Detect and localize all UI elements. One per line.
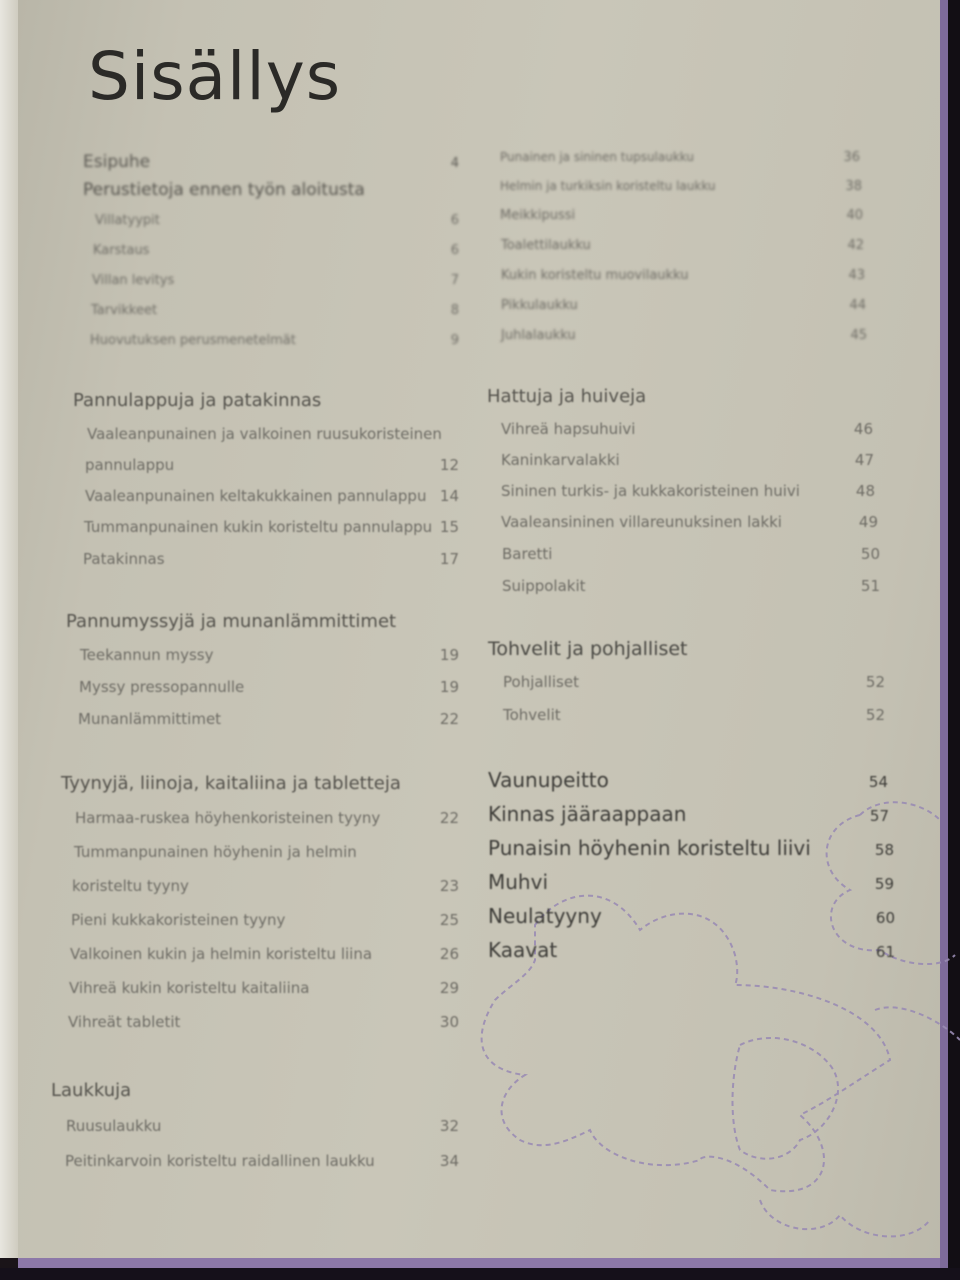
toc-entry bbox=[83, 152, 459, 172]
toc-entry-title: Vaaleansininen villareunuksinen lakki bbox=[501, 513, 782, 531]
toc-entry bbox=[90, 333, 459, 348]
toc-entry bbox=[83, 550, 459, 568]
toc-entry bbox=[75, 809, 459, 827]
toc-entry bbox=[95, 213, 459, 228]
section-heading: Perustietoja ennen työn aloitusta bbox=[83, 180, 365, 200]
toc-entry-page: 29 bbox=[439, 979, 459, 997]
toc-entry bbox=[87, 425, 459, 443]
toc-entry-page: 19 bbox=[439, 678, 459, 696]
section-heading: Laukkuja bbox=[51, 1080, 132, 1101]
toc-entry-page: 52 bbox=[865, 706, 885, 724]
toc-entry bbox=[65, 1152, 459, 1170]
toc-entry bbox=[501, 328, 867, 343]
section-heading: Hattuja ja huiveja bbox=[487, 386, 647, 407]
toc-entry-page: 49 bbox=[858, 513, 878, 531]
toc-entry bbox=[68, 1013, 459, 1031]
toc-entry-title: Neulatyyny bbox=[488, 904, 602, 928]
toc-entry bbox=[500, 208, 863, 223]
toc-entry-title: Sininen turkis- ja kukkakoristeinen huivi bbox=[501, 482, 800, 500]
toc-entry-title: Myssy pressopannulle bbox=[79, 678, 245, 696]
toc-entry-title: Huovutuksen perusmenetelmät bbox=[90, 333, 296, 348]
toc-entry bbox=[71, 911, 459, 929]
toc-entry bbox=[85, 456, 459, 474]
toc-chapter bbox=[488, 836, 894, 860]
toc-entry-page: 14 bbox=[439, 487, 459, 505]
toc-chapter bbox=[488, 904, 895, 928]
toc-entry-page: 50 bbox=[860, 545, 880, 563]
toc-entry-page: 40 bbox=[846, 208, 863, 223]
toc-entry-title: koristeltu tyyny bbox=[72, 877, 189, 895]
toc-entry bbox=[92, 273, 459, 288]
toc-entry bbox=[501, 420, 873, 438]
section-heading: Tohvelit ja pohjalliset bbox=[488, 638, 688, 660]
toc-entry bbox=[70, 945, 459, 963]
toc-entry-page: 43 bbox=[848, 268, 865, 283]
toc-entry bbox=[74, 843, 459, 861]
toc-entry-title: Kukin koristeltu muovilaukku bbox=[501, 268, 689, 283]
toc-entry-page: 42 bbox=[847, 238, 864, 253]
toc-entry-page: 34 bbox=[439, 1152, 459, 1170]
page-left-edge bbox=[0, 0, 18, 1258]
toc-entry-page: 23 bbox=[439, 877, 459, 895]
toc-entry-page: 22 bbox=[439, 809, 459, 827]
toc-entry bbox=[84, 518, 459, 536]
toc-entry-page: 30 bbox=[439, 1013, 459, 1031]
toc-entry-title: Vihreät tabletit bbox=[68, 1013, 181, 1031]
section-heading: Tyynyjä, liinoja, kaitaliina ja tabletteja bbox=[61, 773, 401, 794]
background-dark-bottom bbox=[0, 1268, 960, 1280]
toc-entry-title: Vaunupeitto bbox=[488, 768, 609, 792]
toc-entry-page: 47 bbox=[854, 451, 874, 469]
toc-entry bbox=[502, 545, 880, 563]
toc-chapter bbox=[488, 802, 889, 826]
toc-entry-page: 7 bbox=[450, 273, 459, 288]
toc-entry bbox=[85, 487, 459, 505]
toc-entry-page: 12 bbox=[439, 456, 459, 474]
toc-entry bbox=[501, 451, 874, 469]
toc-chapter bbox=[488, 870, 894, 894]
toc-entry-title: Kinnas jääraappaan bbox=[488, 802, 687, 826]
toc-entry-page: 46 bbox=[853, 420, 873, 438]
page-title: Sisällys bbox=[88, 38, 342, 115]
toc-entry bbox=[501, 268, 865, 283]
toc-entry-title: Ruusulaukku bbox=[66, 1117, 162, 1135]
toc-entry bbox=[80, 646, 459, 664]
toc-entry-title: Teekannun myssy bbox=[80, 646, 214, 664]
toc-entry-title: Villatyypit bbox=[95, 213, 160, 228]
toc-chapter bbox=[488, 938, 895, 962]
toc-entry-page: 48 bbox=[855, 482, 875, 500]
toc-entry-title: Punaisin höyhenin koristeltu liivi bbox=[488, 836, 811, 860]
toc-entry-page: 61 bbox=[875, 943, 895, 961]
toc-entry-title: Vihreä kukin koristeltu kaitaliina bbox=[69, 979, 310, 997]
section-heading: Pannulappuja ja patakinnas bbox=[73, 390, 322, 411]
toc-entry-title: Punainen ja sininen tupsulaukku bbox=[500, 150, 694, 164]
toc-entry-title: Tummanpunainen höyhenin ja helmin bbox=[74, 843, 357, 861]
toc-entry-title: Vaaleanpunainen ja valkoinen ruusukoristeinen bbox=[87, 425, 442, 443]
toc-entry-title: pannulappu bbox=[85, 456, 175, 474]
toc-entry bbox=[66, 1117, 459, 1135]
section-heading: Pannumyssyjä ja munanlämmittimet bbox=[66, 611, 397, 632]
toc-entry-page: 36 bbox=[843, 150, 860, 165]
toc-entry-page: 57 bbox=[869, 807, 889, 825]
toc-entry-title: Munanlämmittimet bbox=[78, 710, 222, 728]
toc-entry-page: 6 bbox=[450, 243, 459, 258]
toc-entry bbox=[78, 710, 459, 728]
toc-entry-title: Kaavat bbox=[488, 938, 558, 962]
toc-entry-title: Tohvelit bbox=[503, 706, 561, 724]
toc-entry-title: Tummanpunainen kukin koristeltu pannulappu bbox=[84, 518, 433, 536]
toc-entry-title: Pikkulaukku bbox=[501, 298, 578, 313]
toc-entry-title: Pieni kukkakoristeinen tyyny bbox=[71, 911, 286, 929]
toc-entry bbox=[501, 298, 866, 313]
toc-entry-page: 54 bbox=[868, 773, 888, 791]
page-edge-purple bbox=[940, 0, 948, 1270]
toc-entry bbox=[500, 179, 862, 194]
toc-entry-title: Harmaa-ruskea höyhenkoristeinen tyyny bbox=[75, 809, 381, 827]
toc-entry-title: Karstaus bbox=[93, 243, 150, 258]
toc-entry bbox=[501, 513, 878, 531]
toc-entry-page: 60 bbox=[875, 909, 895, 927]
toc-entry-page: 9 bbox=[450, 333, 459, 348]
toc-entry-title: Baretti bbox=[502, 545, 553, 563]
toc-entry bbox=[500, 150, 860, 165]
toc-entry-page: 59 bbox=[874, 875, 894, 893]
toc-entry-title: Toalettilaukku bbox=[501, 238, 591, 253]
toc-entry-title: Vaaleanpunainen keltakukkainen pannulappu bbox=[85, 487, 427, 505]
toc-entry bbox=[501, 482, 875, 500]
toc-entry bbox=[79, 678, 459, 696]
toc-entry-page: 38 bbox=[845, 179, 862, 194]
toc-entry-title: Kaninkarvalakki bbox=[501, 451, 620, 469]
toc-entry-page: 32 bbox=[439, 1117, 459, 1135]
toc-entry-title: Villan levitys bbox=[92, 273, 175, 288]
toc-entry-page: 52 bbox=[865, 673, 885, 691]
toc-entry bbox=[502, 577, 880, 595]
toc-entry-page: 25 bbox=[439, 911, 459, 929]
toc-entry bbox=[72, 877, 459, 895]
toc-entry-title: Patakinnas bbox=[83, 550, 165, 568]
toc-entry-title: Helmin ja turkiksin koristeltu laukku bbox=[500, 179, 716, 193]
toc-entry-title: Suippolakit bbox=[502, 577, 586, 595]
toc-entry-title: Juhlalaukku bbox=[501, 328, 576, 343]
toc-entry-page: 19 bbox=[439, 646, 459, 664]
toc-entry-page: 26 bbox=[439, 945, 459, 963]
toc-entry-title: Muhvi bbox=[488, 870, 548, 894]
toc-entry-title: Vihreä hapsuhuivi bbox=[501, 420, 636, 438]
toc-entry-page: 51 bbox=[860, 577, 880, 595]
toc-entry bbox=[93, 243, 459, 258]
toc-entry bbox=[503, 673, 885, 691]
toc-entry-page: 58 bbox=[874, 841, 894, 859]
toc-entry-page: 4 bbox=[450, 156, 459, 171]
toc-entry-page: 15 bbox=[439, 518, 459, 536]
toc-entry-title: Esipuhe bbox=[83, 152, 151, 172]
toc-entry-title: Peitinkarvoin koristeltu raidallinen laukku bbox=[65, 1152, 375, 1170]
toc-entry-page: 45 bbox=[850, 328, 867, 343]
toc-entry-page: 17 bbox=[439, 550, 459, 568]
toc-entry bbox=[501, 238, 864, 253]
toc-entry bbox=[91, 303, 459, 318]
toc-entry-title: Valkoinen kukin ja helmin koristeltu liina bbox=[70, 945, 373, 963]
toc-entry-page: 44 bbox=[849, 298, 866, 313]
background-dark-right bbox=[948, 0, 960, 1280]
toc-entry bbox=[69, 979, 459, 997]
toc-entry-page: 8 bbox=[450, 303, 459, 318]
toc-entry-title: Pohjalliset bbox=[503, 673, 579, 691]
toc-entry-page: 22 bbox=[439, 710, 459, 728]
toc-entry bbox=[503, 706, 885, 724]
toc-entry-title: Meikkipussi bbox=[500, 208, 576, 223]
toc-entry-title: Tarvikkeet bbox=[91, 303, 158, 318]
toc-entry-page: 6 bbox=[450, 213, 459, 228]
toc-chapter bbox=[488, 768, 888, 792]
